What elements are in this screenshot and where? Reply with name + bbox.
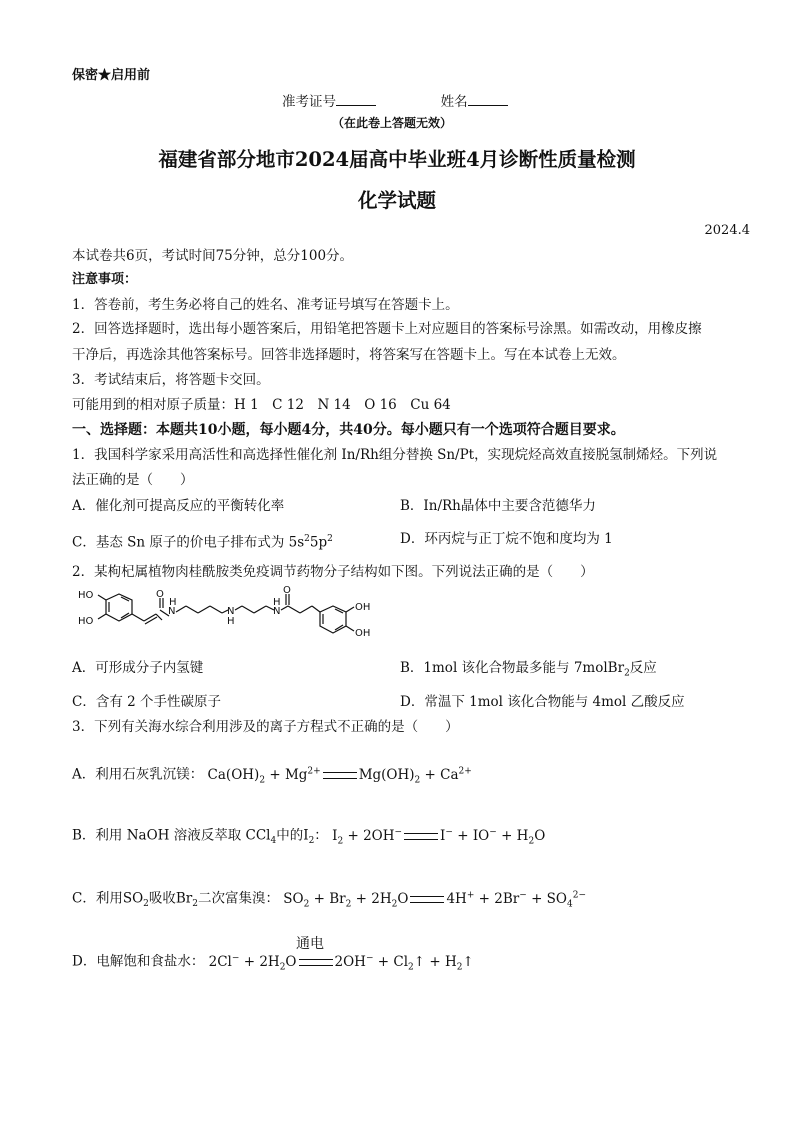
q3-stem: 3．下列有关海水综合利用涉及的离子方程式不正确的是（ ） [72, 719, 459, 735]
mol-oh-bottom: OH [355, 628, 371, 639]
q3-option-a-label: A．利用石灰乳沉镁： [72, 766, 204, 783]
name-blank[interactable] [468, 93, 508, 106]
admit-number-label: 准考证号 [282, 94, 336, 110]
name-label: 姓名 [440, 94, 468, 110]
q2-option-d[interactable]: D．常温下 1mol 该化合物能与 4mol 乙酸反应 [400, 694, 685, 710]
mol-n-mid: N [227, 606, 235, 617]
instruction-1: 1．答卷前，考生务必将自己的姓名、准考证号填写在答题卡上。 [72, 297, 459, 313]
q1-option-d[interactable]: D．环丙烷与正丁烷不饱和度均为 1 [400, 531, 613, 547]
q3-option-c-equation: $SO_2 + Br_2 + 2H_2O$ $4H^+ + 2Br^- + SO_4^{2-}$ [283, 890, 587, 910]
q3-option-c-mid: 吸收Br [148, 890, 193, 907]
q3-option-b-label: B．利用 NaOH 溶液反萃取 CCl [72, 827, 271, 844]
q2-option-c[interactable]: C．含有 2 个手性碳原子 [72, 694, 222, 710]
candidate-info [282, 90, 508, 110]
exam-title: 福建省部分地市2024届高中毕业班4月诊断性质量检测 [158, 148, 636, 171]
q2-option-b-text: B．1mol 该化合物最多能与 7molBr [400, 660, 625, 676]
q3-option-a[interactable] [72, 762, 472, 789]
q3-option-c-post: 二次富集溴： [198, 890, 279, 907]
mol-n-right: N [273, 606, 281, 617]
admit-number-blank[interactable] [336, 93, 376, 106]
q3-option-b-post: 中的I [276, 827, 309, 844]
q3-option-a-equation: $Ca(OH)_2 + Mg^{2+}$ $Mg(OH)_2 + Ca^{2+}$ [207, 766, 472, 786]
q3-option-b[interactable] [72, 823, 545, 850]
q3-option-b-sub: 4 [270, 836, 277, 847]
q1-stem: 1．我国科学家采用高活性和高选择性催化剂 In/Rh组分替换 Sn/Pt，实现烷烃高效直接脱氢制烯烃。下列说 [72, 447, 718, 463]
q3-option-c-label: C．利用SO [72, 890, 144, 907]
no-answer-notice: （在此卷上答题无效） [332, 116, 453, 130]
q3-option-d-label: D．电解饱和食盐水： [72, 953, 205, 970]
q3-option-d-equation: $2Cl^- + 2H_2O$ $2OH^- + Cl_2↑$ + $H_2↑$ [208, 953, 474, 973]
q3-option-d[interactable] [72, 949, 474, 976]
molecule-structure [72, 586, 372, 644]
mol-ho-top: HO [78, 590, 94, 601]
mol-oh-top: OH [355, 602, 371, 613]
q3-option-c[interactable] [72, 886, 586, 913]
mol-o-left: O [156, 589, 164, 600]
instruction-3: 3．考试结束后，将答题卡交回。 [72, 372, 270, 388]
q1-option-a[interactable]: A．催化剂可提高反应的平衡转化率 [72, 498, 285, 514]
q3-option-b-equation: $I_2 + 2OH^-$ $I^- + IO^- + H_2O$ [332, 827, 546, 847]
mol-h-right: H [273, 597, 281, 608]
exam-subtitle: 化学试题 [357, 189, 436, 212]
section-heading: 一、选择题：本题共10小题，每小题4分，共40分。每小题只有一个选项符合题目要求。 [72, 422, 625, 438]
q3-option-b-colon: ： [314, 827, 328, 844]
intro-line: 本试卷共6页，考试时间75分钟，总分100分。 [72, 248, 354, 264]
q3-option-b-sub2: 2 [308, 836, 315, 847]
q2-stem: 2．某枸杞属植物肉桂酰胺类免疫调节药物分子结构如下图。下列说法正确的是（ ） [72, 564, 594, 580]
attention-heading: 注意事项： [72, 272, 138, 287]
mol-ho-bottom: HO [78, 616, 94, 627]
q2-option-b-post: 反应 [629, 660, 657, 676]
mol-o-right: O [283, 586, 291, 596]
q1-stem-cont: 法正确的是（ ） [72, 472, 194, 488]
confidential-mark: 保密★启用前 [72, 68, 151, 83]
atomic-masses: 可能用到的相对原子质量：H 1 C 12 N 14 O 16 Cu 64 [72, 397, 451, 413]
exam-date: 2024.4 [704, 223, 750, 238]
q1-option-c[interactable] [72, 530, 333, 552]
electrolysis-condition: 通电 [296, 936, 324, 952]
q2-option-a[interactable]: A．可形成分子内氢键 [72, 660, 204, 676]
q1-option-b[interactable]: B．In/Rh晶体中主要含范德华力 [400, 498, 596, 514]
q1-option-c-text: C．基态 Sn 原子的价电子排布式为 5s [72, 534, 305, 551]
instruction-2a: 2．回答选择题时，选出每小题答案后，用铅笔把答题卡上对应题目的答案标号涂黑。如需改动，用橡皮擦 [72, 321, 702, 337]
mol-h-left: H [169, 597, 177, 608]
q2-option-b-sub: 2 [624, 668, 630, 679]
mol-h-mid: H [227, 616, 235, 627]
q3-option-c-sub: 2 [143, 899, 149, 910]
q1-option-c-mid: 5p [309, 534, 328, 551]
mol-n-left: N [168, 606, 176, 617]
q1-option-c-sup2: 2 [327, 534, 333, 544]
instruction-2b: 干净后，再选涂其他答案标号。回答非选择题时，将答案写在答题卡上。写在本试卷上无效。 [72, 347, 626, 363]
q2-option-b[interactable] [400, 659, 657, 683]
q3-option-c-sub2: 2 [192, 899, 198, 910]
q1-option-c-sup1: 2 [304, 534, 310, 544]
